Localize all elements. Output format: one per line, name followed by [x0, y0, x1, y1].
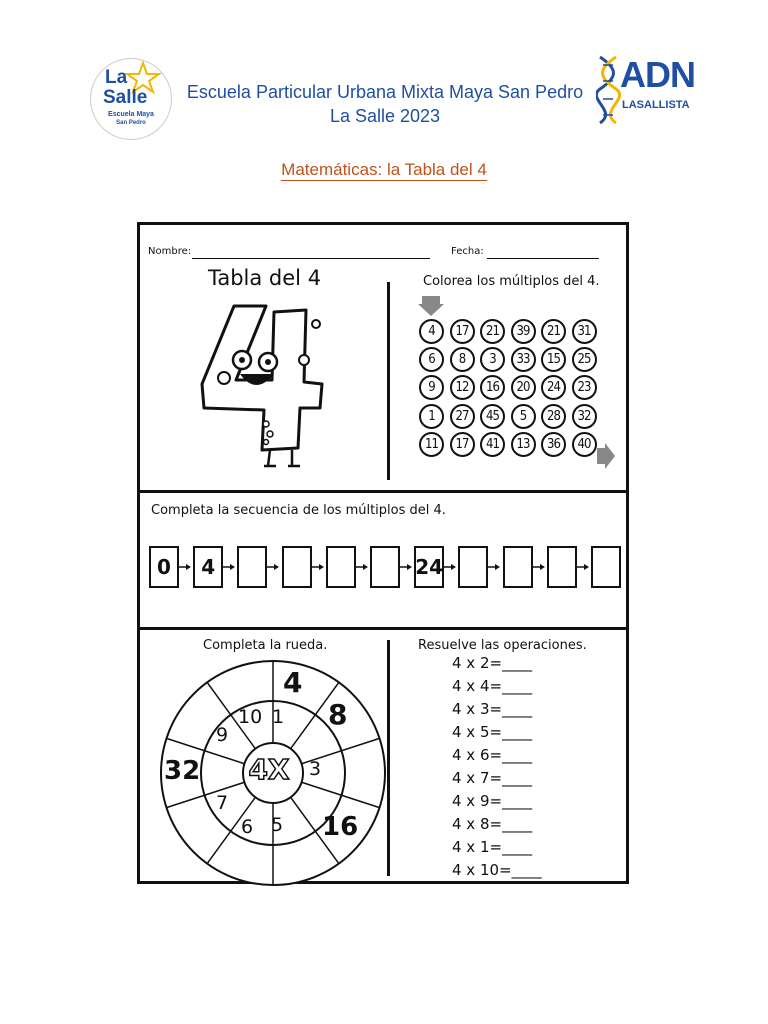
number-circle[interactable]: 27 — [450, 404, 475, 429]
number-circle[interactable]: 16 — [480, 375, 505, 400]
la-salle-logo — [90, 58, 172, 140]
page-subtitle — [0, 160, 768, 180]
number-circle[interactable]: 21 — [480, 319, 505, 344]
number-circle[interactable]: 6 — [419, 347, 444, 372]
logo-text-la: La — [105, 67, 128, 88]
operation-item[interactable]: 4 x 1=____ — [452, 838, 533, 856]
colorea-title: Colorea los múltiplos del 4. — [423, 274, 600, 289]
nombre-label: Nombre: — [148, 246, 192, 257]
number-circle[interactable]: 11 — [419, 432, 444, 457]
sequence-box[interactable] — [370, 546, 400, 588]
number-circle[interactable]: 45 — [480, 404, 505, 429]
sequence-box[interactable]: 4 — [193, 546, 223, 588]
number-circle[interactable]: 32 — [572, 404, 597, 429]
number-four-drawing — [196, 300, 326, 480]
sequence-box[interactable] — [237, 546, 267, 588]
tabla-title: Tabla del 4 — [208, 266, 322, 290]
operation-item[interactable]: 4 x 3=____ — [452, 700, 533, 718]
arrow-right-icon — [312, 561, 324, 573]
wheel-inner-10: 10 — [238, 706, 263, 728]
number-circle[interactable]: 5 — [511, 404, 536, 429]
secuencia-title: Completa la secuencia de los múltiplos del 4. — [151, 503, 446, 518]
fecha-line[interactable] — [487, 258, 599, 259]
subtitle-text: Matemáticas: la Tabla del 4 — [281, 160, 487, 179]
arrow-right-icon — [488, 561, 500, 573]
number-circle[interactable]: 3 — [480, 347, 505, 372]
wheel-inner-5: 5 — [271, 814, 284, 836]
operation-item[interactable]: 4 x 5=____ — [452, 723, 533, 741]
arrow-down-icon — [418, 296, 444, 316]
sequence-box[interactable] — [503, 546, 533, 588]
arrow-right-icon — [400, 561, 412, 573]
operation-item[interactable]: 4 x 2=____ — [452, 654, 533, 672]
operaciones-title: Resuelve las operaciones. — [418, 638, 587, 653]
rueda-title: Completa la rueda. — [203, 638, 328, 653]
number-circle[interactable]: 40 — [572, 432, 597, 457]
number-circle[interactable]: 17 — [450, 319, 475, 344]
wheel-outer-32: 32 — [164, 756, 201, 786]
number-circle[interactable]: 41 — [480, 432, 505, 457]
number-circle[interactable]: 9 — [419, 375, 444, 400]
number-circle[interactable]: 23 — [572, 375, 597, 400]
sequence-box[interactable]: 0 — [149, 546, 179, 588]
arrow-right-icon — [179, 561, 191, 573]
arrow-right-icon — [444, 561, 456, 573]
number-circle[interactable]: 33 — [511, 347, 536, 372]
arrow-right-icon — [533, 561, 545, 573]
operation-item[interactable]: 4 x 6=____ — [452, 746, 533, 764]
number-circle[interactable]: 15 — [541, 347, 566, 372]
fecha-label: Fecha: — [451, 246, 484, 257]
dna-icon — [596, 55, 622, 125]
sequence-box[interactable] — [282, 546, 312, 588]
top-vertical-divider — [387, 282, 390, 480]
arrow-right-icon — [356, 561, 368, 573]
wheel-outer-4: 4 — [283, 666, 303, 699]
number-circle[interactable]: 17 — [450, 432, 475, 457]
sequence-box[interactable] — [591, 546, 621, 588]
operation-item[interactable]: 4 x 10=____ — [452, 861, 542, 879]
wheel-inner-6: 6 — [241, 816, 254, 838]
number-circle[interactable]: 21 — [541, 319, 566, 344]
operation-item[interactable]: 4 x 7=____ — [452, 769, 533, 787]
sequence-box[interactable]: 24 — [414, 546, 444, 588]
arrow-right-icon — [223, 561, 235, 573]
arrow-right-icon — [597, 443, 615, 469]
number-circle[interactable]: 36 — [541, 432, 566, 457]
number-circle[interactable]: 12 — [450, 375, 475, 400]
operation-item[interactable]: 4 x 4=____ — [452, 677, 533, 695]
number-circle[interactable]: 4 — [419, 319, 444, 344]
sequence-box[interactable] — [326, 546, 356, 588]
number-circle[interactable]: 25 — [572, 347, 597, 372]
adn-lasallista-logo — [596, 54, 695, 125]
wheel-center-label: 4X — [248, 753, 290, 786]
logo-text-escuela: Escuela Maya — [108, 111, 154, 118]
lasallista-logo-text: LASALLISTA — [622, 99, 690, 111]
wheel-outer-16: 16 — [322, 812, 359, 842]
arrow-right-icon — [577, 561, 589, 573]
sequence-box[interactable] — [458, 546, 488, 588]
divider-1 — [139, 490, 627, 493]
wheel-inner-3: 3 — [309, 758, 322, 780]
number-four-character — [196, 300, 326, 480]
school-name-line2: La Salle 2023 — [329, 106, 441, 126]
number-circle[interactable]: 24 — [541, 375, 566, 400]
nombre-line[interactable] — [192, 258, 430, 259]
adn-logo-text: ADN — [620, 54, 695, 95]
wheel-outer-8: 8 — [328, 698, 348, 731]
number-circle[interactable]: 1 — [419, 404, 444, 429]
number-circle[interactable]: 31 — [572, 319, 597, 344]
number-circle[interactable]: 28 — [541, 404, 566, 429]
school-name-line1: Escuela Particular Urbana Mixta Maya San Pedro — [186, 82, 584, 102]
number-circle[interactable]: 13 — [511, 432, 536, 457]
logo-text-sanpedro: San Pedro — [116, 120, 146, 126]
arrow-right-icon — [267, 561, 279, 573]
wheel-inner-9: 9 — [216, 724, 229, 746]
operation-item[interactable]: 4 x 9=____ — [452, 792, 533, 810]
sequence-box[interactable] — [547, 546, 577, 588]
operation-item[interactable]: 4 x 8=____ — [452, 815, 533, 833]
number-circle[interactable]: 8 — [450, 347, 475, 372]
wheel-inner-1: 1 — [272, 706, 285, 728]
logo-text-salle: Salle — [103, 87, 148, 108]
wheel-inner-7: 7 — [216, 792, 229, 814]
number-circle[interactable]: 20 — [511, 375, 536, 400]
divider-2 — [139, 627, 627, 630]
number-circle[interactable]: 39 — [511, 319, 536, 344]
